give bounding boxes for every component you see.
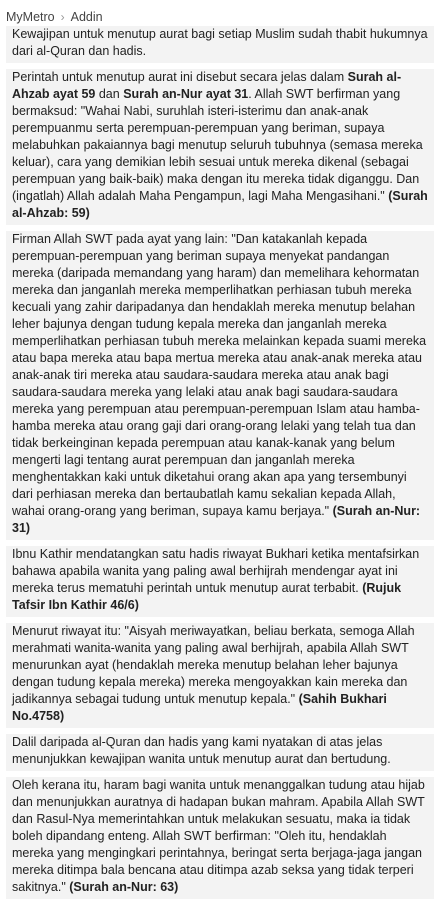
paragraph-text: Dalil daripada al-Quran dan hadis yang kami nyatakan di atas jelas menunjukkan kewajipan wanita untuk menutup aurat dan bertudung. [12, 735, 391, 766]
article-paragraph [6, 734, 434, 771]
article-paragraph [6, 231, 434, 540]
paragraph-text: Ibnu Kathir mendatangkan satu hadis riwayat Bukhari ketika mentafsirkan bahawa apabila wanita yang paling awal berhijrah mendengar ayat ini mereka terus mematuhi perintah untuk menutup aurat terbabit. [12, 547, 420, 595]
paragraph-text: Perintah untuk menutup aurat ini disebut secara jelas dalam [12, 70, 348, 84]
citation-text: Surah an-Nur ayat 31 [123, 87, 249, 101]
paragraph-text: Firman Allah SWT pada ayat yang lain: "Dan katakanlah kepada perempuan-perempuan yang beriman supaya menyekat pandangan mereka (daripada memandang yang haram) dan memelihara kehormatan mereka dan janganlah mereka memperlihatkan perhiasan tubuh mereka kecuali yang zahir daripadanya dan hendaklah mereka menutup belahan leher bajunya dengan tudung kepala mereka dan janganlah mereka memperlihatkan perhiasan tubuh mereka melainkan kepada suami mereka atau bapa mereka atau bapa mertua mereka atau anak-anak mereka atau anak-anak tiri mereka atau saudara-saudara mereka atau anak bagi saudara-saudara mereka yang lelaki atau anak bagi saudara-saudara mereka yang perempuan atau perempuan-perempuan Islam atau hamba-hamba mereka atau orang gaji dari orang-orang lelaki yang telah tua dan tidak berkeinginan kepada perempuan atau kanak-kanak yang belum mengerti lagi tentang aurat perempuan dan janganlah mereka menghentakkan kaki untuk diketahui orang akan apa yang tersembunyi dari perhiasan mereka dan bertaubatlah kamu sekalian kepada Allah, wahai orang-orang yang beriman, supaya kamu berjaya." [12, 232, 427, 518]
breadcrumb-link-addin[interactable]: Addin [70, 10, 103, 24]
citation-text: (Surah al-Ahzab: 59) [12, 189, 428, 220]
citation-text: (Rujuk Tafsir Ibn Kathir 46/6) [12, 581, 402, 612]
citation-text: Surah al-Ahzab ayat 59 [12, 70, 402, 101]
chevron-right-icon: › [60, 10, 65, 24]
paragraph-text: Kewajipan untuk menutup aurat bagi setiap Muslim sudah thabit hukumnya dari al-Quran dan hadis. [12, 27, 428, 58]
citation-text: (Sahih Bukhari No.4758) [12, 692, 387, 723]
paragraph-text: Oleh kerana itu, haram bagi wanita untuk menanggalkan tudung atau hijab dan menunjukkan auratnya di hadapan bukan mahram. Apabila Allah SWT dan Rasul-Nya memerintahkan untuk melakukan sesuatu, maka ia tidak boleh dipandang enteng. Allah SWT berfirman: "Oleh itu, hendaklah mereka yang mengingkari perintahnya, beringat serta berjaga-jaga jangan mereka ditimpa bala bencana atau ditimpa azab seksa yang tidak terperi sakitnya." [12, 778, 425, 894]
citation-text: (Surah an-Nur: 63) [69, 880, 179, 894]
article-paragraph [6, 777, 434, 899]
article-paragraph [6, 69, 434, 225]
article-paragraph [6, 26, 434, 63]
breadcrumb-link-mymetro[interactable]: MyMetro [6, 10, 55, 24]
citation-text: (Surah an-Nur: 31) [12, 504, 421, 535]
paragraph-text: dan [95, 87, 124, 101]
article-paragraph [6, 623, 434, 728]
article-paragraph [6, 546, 434, 617]
article-body [0, 26, 440, 899]
paragraph-text: . Allah SWT berfirman yang bermaksud: "Wahai Nabi, suruhlah isteri-isterimu dan anak-anak perempuanmu serta perempuan-perempuan yang beriman, supaya melabuhkan pakaiannya bagi menutup seluruh tubuhnya (semasa mereka keluar), cara yang demikian lebih sesuai untuk mereka dikenal (sebagai perempuan yang baik-baik) maka dengan itu mereka tidak diganggu. Dan (ingatlah) Allah adalah Maha Pengampun, lagi Maha Mengasihani." [12, 87, 423, 203]
paragraph-text: Menurut riwayat itu: "Aisyah meriwayatkan, beliau berkata, semoga Allah merahmati wanita-wanita yang paling awal berhijrah, apabila Allah SWT menurunkan ayat (hendaklah mereka menutup belahan leher bajunya dengan tudung kepala mereka) mereka mengoyakkan kain mereka dan jadikannya sebagai tudung untuk menutup kepala." [12, 624, 415, 706]
breadcrumb [0, 0, 440, 26]
